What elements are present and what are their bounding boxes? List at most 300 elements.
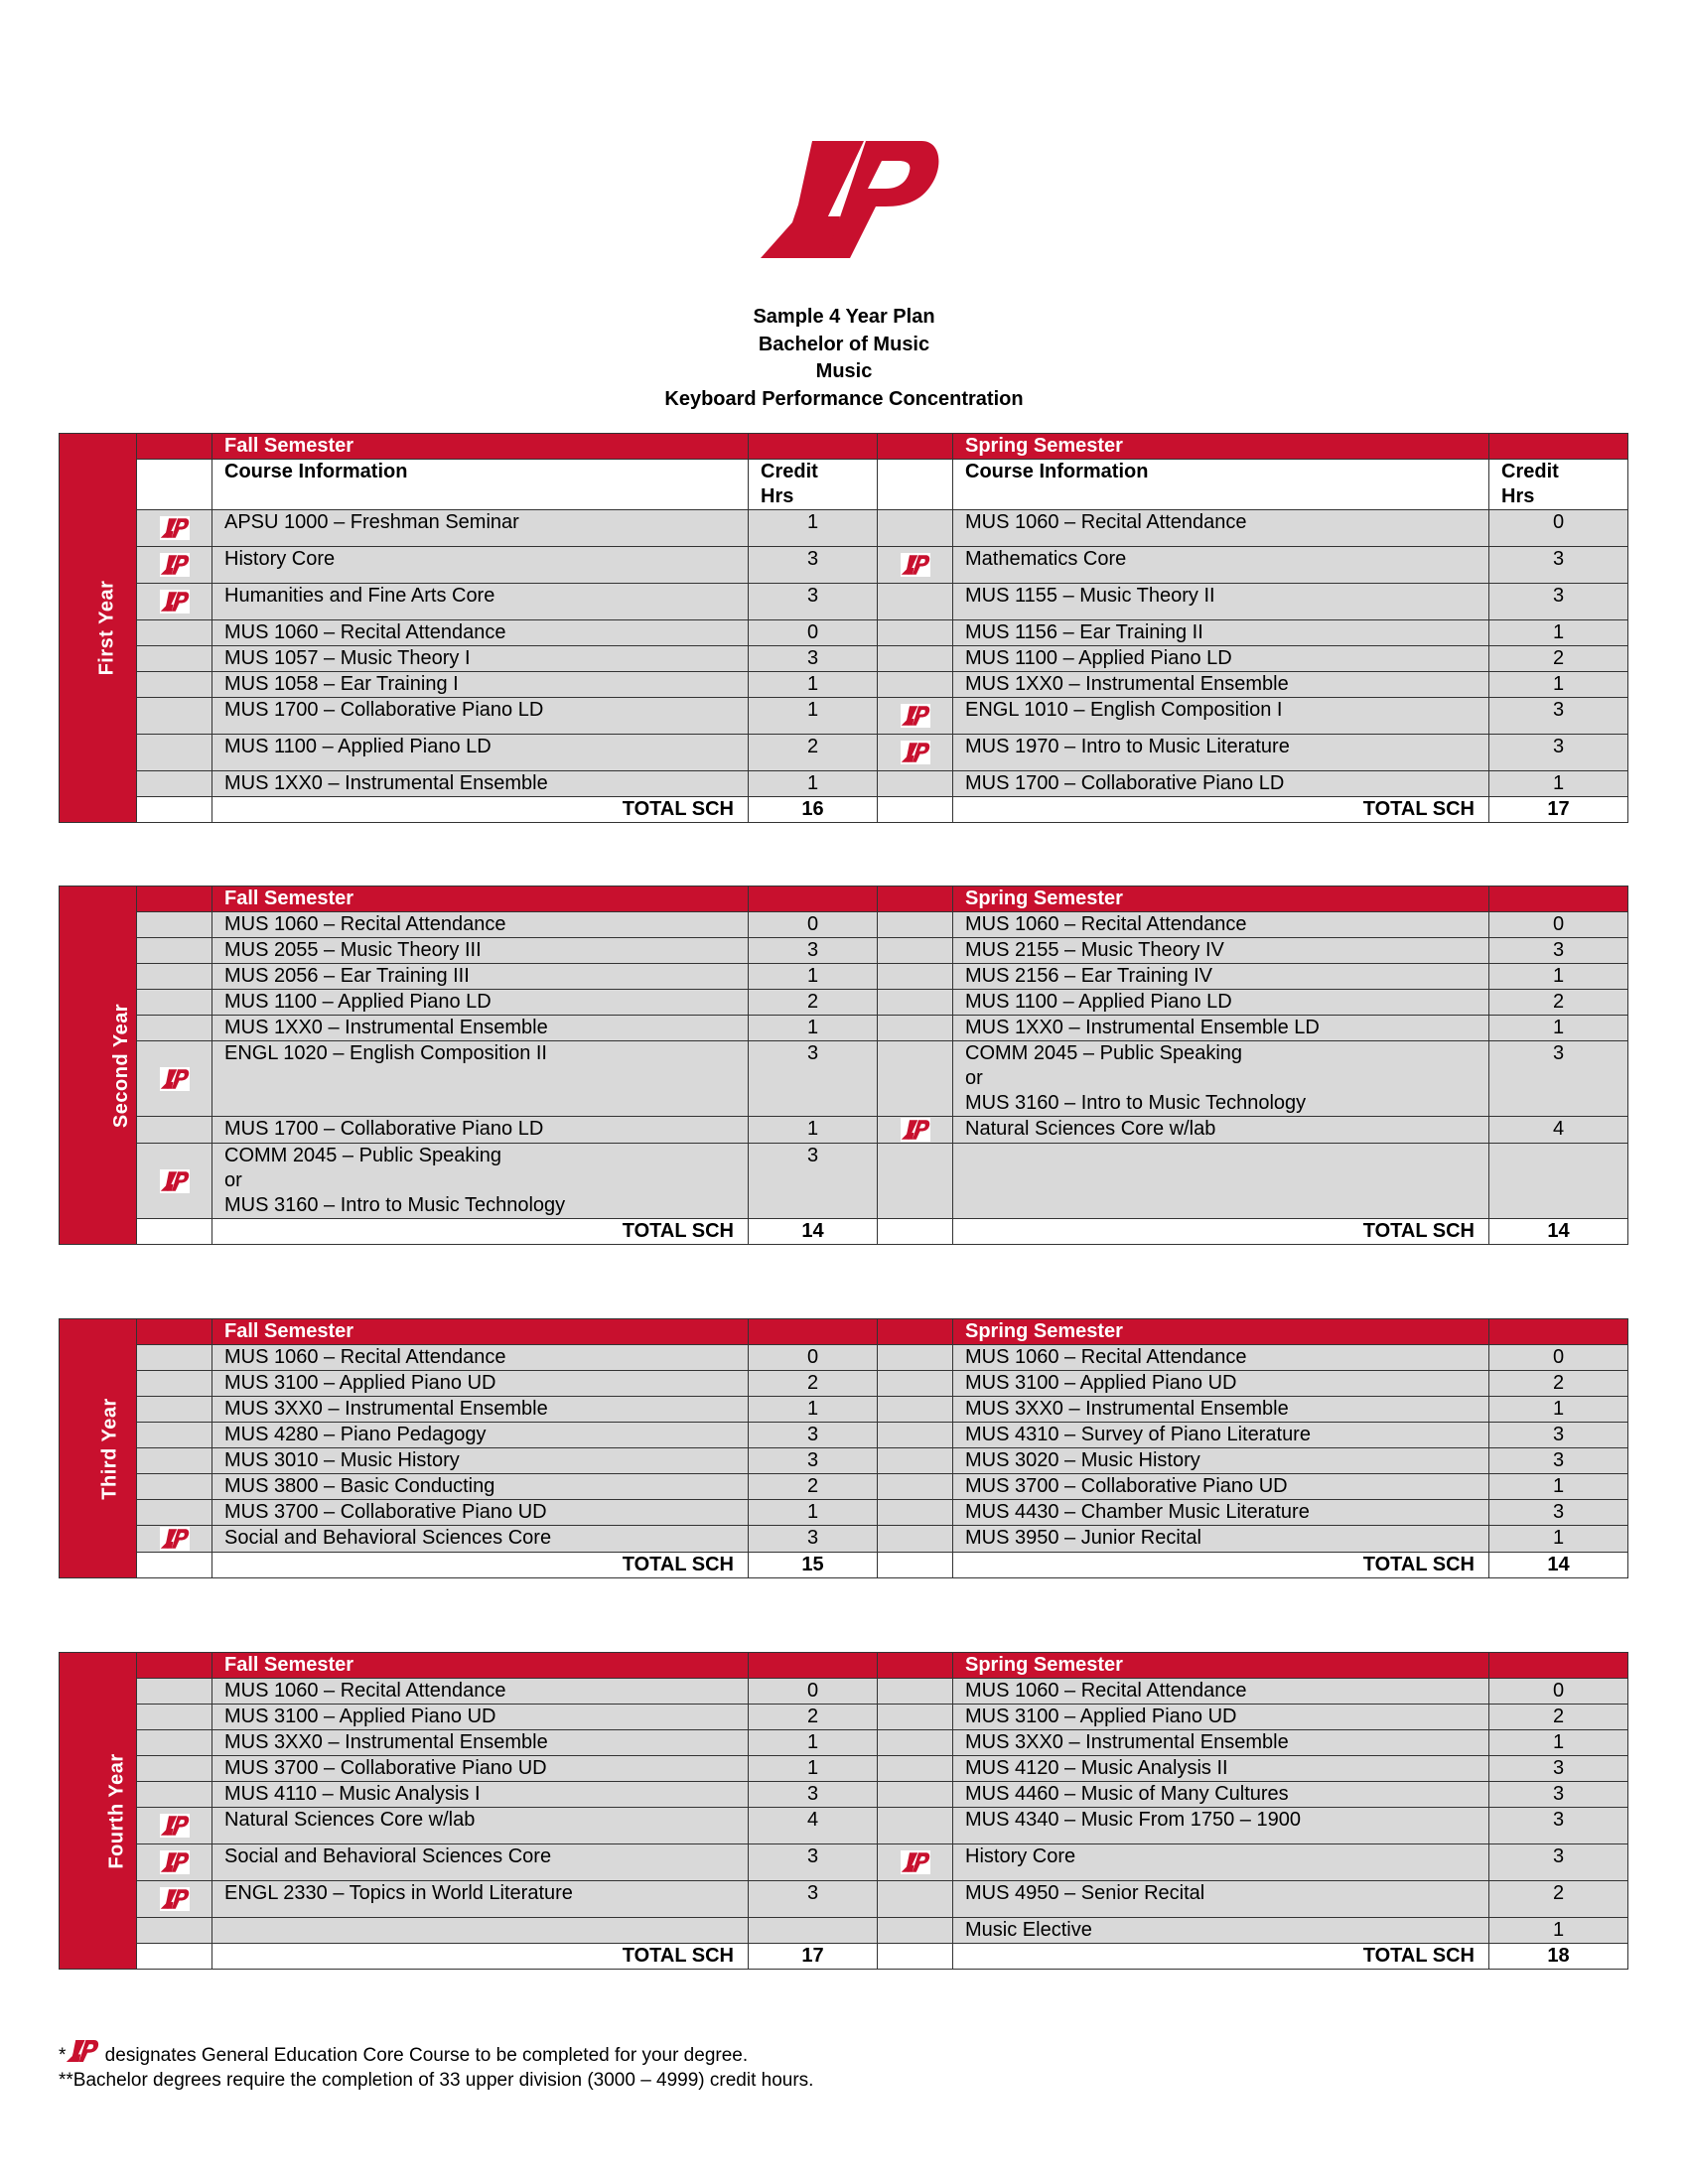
fall-course: COMM 2045 – Public Speaking or MUS 3160 – Intro to Music Technology <box>212 1144 749 1219</box>
spring-core-marker <box>878 1371 953 1397</box>
course-row <box>60 1679 1628 1705</box>
fall-total: 17 <box>749 1944 878 1970</box>
spring-credit: 3 <box>1489 1808 1628 1844</box>
fall-core-marker <box>137 1782 212 1808</box>
spring-course: MUS 4950 – Senior Recital <box>953 1881 1489 1918</box>
fall-course <box>212 1918 749 1944</box>
spring-credit: 1 <box>1489 1526 1628 1553</box>
fall-course: MUS 3010 – Music History <box>212 1448 749 1474</box>
spring-core-marker <box>878 1041 953 1117</box>
course-row <box>60 938 1628 964</box>
fall-credit: 3 <box>749 1448 878 1474</box>
spring-credit: 3 <box>1489 1756 1628 1782</box>
spring-course: MUS 3XX0 – Instrumental Ensemble <box>953 1397 1489 1423</box>
spring-credit: 1 <box>1489 964 1628 990</box>
spring-core-marker <box>878 1756 953 1782</box>
course-row <box>60 1041 1628 1117</box>
spring-course: Natural Sciences Core w/lab <box>953 1117 1489 1144</box>
fall-core-marker <box>137 1144 212 1219</box>
column-header-row <box>60 460 1628 510</box>
spring-credit: 1 <box>1489 1918 1628 1944</box>
fall-course: MUS 3700 – Collaborative Piano UD <box>212 1500 749 1526</box>
spring-course: MUS 4120 – Music Analysis II <box>953 1756 1489 1782</box>
fall-credit: 3 <box>749 646 878 672</box>
spring-course: MUS 2155 – Music Theory IV <box>953 938 1489 964</box>
course-row <box>60 698 1628 735</box>
ap-core-icon <box>901 703 930 729</box>
spring-credit: 0 <box>1489 1679 1628 1705</box>
ap-core-icon <box>901 740 930 765</box>
year-label: Third Year <box>60 1319 137 1578</box>
fall-core-marker <box>137 584 212 620</box>
total-row <box>60 1944 1628 1970</box>
ap-core-icon <box>160 1066 190 1092</box>
fall-core-marker <box>137 1397 212 1423</box>
spring-credit: 0 <box>1489 510 1628 547</box>
ap-core-icon <box>901 1117 930 1143</box>
course-row <box>60 1730 1628 1756</box>
spring-core-marker <box>878 620 953 646</box>
credit-hrs-header: Credit Hrs <box>1489 460 1628 510</box>
fall-credit: 1 <box>749 510 878 547</box>
spring-course: MUS 4310 – Survey of Piano Literature <box>953 1423 1489 1448</box>
fall-course: Social and Behavioral Sciences Core <box>212 1526 749 1553</box>
spring-course: MUS 1060 – Recital Attendance <box>953 510 1489 547</box>
spring-course: MUS 1970 – Intro to Music Literature <box>953 735 1489 771</box>
course-row <box>60 1345 1628 1371</box>
spring-core-marker <box>878 938 953 964</box>
fall-core-marker <box>137 698 212 735</box>
course-row <box>60 672 1628 698</box>
fall-course: ENGL 1020 – English Composition II <box>212 1041 749 1117</box>
spring-credit: 2 <box>1489 990 1628 1016</box>
spring-core-marker <box>878 1844 953 1881</box>
fall-credit: 1 <box>749 672 878 698</box>
spring-core-marker <box>878 1500 953 1526</box>
fall-course: MUS 1060 – Recital Attendance <box>212 620 749 646</box>
fall-total: 14 <box>749 1219 878 1245</box>
fall-course: ENGL 2330 – Topics in World Literature <box>212 1881 749 1918</box>
spring-course: MUS 3950 – Junior Recital <box>953 1526 1489 1553</box>
fall-credit: 4 <box>749 1808 878 1844</box>
fall-core-marker <box>137 1918 212 1944</box>
spring-total-label: TOTAL SCH <box>953 1944 1489 1970</box>
fall-credit: 1 <box>749 1016 878 1041</box>
course-row <box>60 964 1628 990</box>
course-row <box>60 1016 1628 1041</box>
fall-core-marker <box>137 1500 212 1526</box>
spring-credit: 3 <box>1489 1041 1628 1117</box>
spring-semester-header: Spring Semester <box>953 434 1489 460</box>
fall-credit: 1 <box>749 698 878 735</box>
fall-total-label: TOTAL SCH <box>212 1553 749 1578</box>
spring-course: MUS 4460 – Music of Many Cultures <box>953 1782 1489 1808</box>
fall-course: MUS 1XX0 – Instrumental Ensemble <box>212 771 749 797</box>
footer-note-1-text: designates General Education Core Course to be completed for your degree. <box>99 2045 749 2066</box>
year-label: First Year <box>60 434 137 823</box>
spring-credit: 3 <box>1489 938 1628 964</box>
total-row <box>60 797 1628 823</box>
ap-core-icon <box>160 589 190 614</box>
spring-course: MUS 1100 – Applied Piano LD <box>953 990 1489 1016</box>
title-line-4: Keyboard Performance Concentration <box>664 387 1024 410</box>
course-row <box>60 912 1628 938</box>
fall-core-marker <box>137 1371 212 1397</box>
fall-core-marker <box>137 1526 212 1553</box>
fall-credit: 0 <box>749 1679 878 1705</box>
course-row <box>60 1371 1628 1397</box>
course-row <box>60 1808 1628 1844</box>
footer-asterisk: * <box>59 2045 67 2066</box>
footer-notes <box>59 2037 813 2093</box>
spring-core-marker <box>878 1016 953 1041</box>
ap-logo-icon <box>755 109 943 288</box>
spring-course: MUS 3100 – Applied Piano UD <box>953 1705 1489 1730</box>
fall-core-marker <box>137 1448 212 1474</box>
fall-course: MUS 2056 – Ear Training III <box>212 964 749 990</box>
spring-semester-header: Spring Semester <box>953 887 1489 912</box>
spring-core-marker <box>878 964 953 990</box>
course-row <box>60 1526 1628 1553</box>
fall-credit: 2 <box>749 1371 878 1397</box>
fall-credit: 3 <box>749 1423 878 1448</box>
fall-credit: 3 <box>749 938 878 964</box>
fall-core-marker <box>137 547 212 584</box>
semester-header-row <box>60 887 1628 912</box>
course-info-header: Course Information <box>212 460 749 510</box>
spring-course: History Core <box>953 1844 1489 1881</box>
course-row <box>60 620 1628 646</box>
course-row <box>60 584 1628 620</box>
ap-core-icon <box>160 1526 190 1552</box>
fall-total-label: TOTAL SCH <box>212 1219 749 1245</box>
year-table-1 <box>59 433 1628 823</box>
spring-core-marker <box>878 1397 953 1423</box>
fall-core-marker <box>137 1679 212 1705</box>
fall-credit: 3 <box>749 1782 878 1808</box>
spring-core-marker <box>878 1526 953 1553</box>
spring-course: MUS 2156 – Ear Training IV <box>953 964 1489 990</box>
year-table-4 <box>59 1652 1628 1970</box>
spring-credit: 3 <box>1489 584 1628 620</box>
spring-credit: 1 <box>1489 620 1628 646</box>
fall-credit: 1 <box>749 964 878 990</box>
spring-credit: 2 <box>1489 646 1628 672</box>
spring-credit: 2 <box>1489 1371 1628 1397</box>
spring-course: COMM 2045 – Public Speaking or MUS 3160 – Intro to Music Technology <box>953 1041 1489 1117</box>
fall-core-marker <box>137 1423 212 1448</box>
spring-credit: 1 <box>1489 1730 1628 1756</box>
spring-course: MUS 1100 – Applied Piano LD <box>953 646 1489 672</box>
spring-core-marker <box>878 584 953 620</box>
spring-course: ENGL 1010 – English Composition I <box>953 698 1489 735</box>
spring-core-marker <box>878 547 953 584</box>
spring-core-marker <box>878 1730 953 1756</box>
spring-course: MUS 3020 – Music History <box>953 1448 1489 1474</box>
fall-credit: 1 <box>749 771 878 797</box>
fall-credit: 3 <box>749 1041 878 1117</box>
course-row <box>60 1881 1628 1918</box>
fall-course: MUS 1058 – Ear Training I <box>212 672 749 698</box>
fall-core-marker <box>137 1345 212 1371</box>
fall-core-marker <box>137 646 212 672</box>
spring-course: MUS 1060 – Recital Attendance <box>953 912 1489 938</box>
fall-credit: 1 <box>749 1117 878 1144</box>
spring-course: Mathematics Core <box>953 547 1489 584</box>
spring-credit: 3 <box>1489 1500 1628 1526</box>
spring-credit <box>1489 1144 1628 1219</box>
fall-credit: 3 <box>749 1144 878 1219</box>
spring-semester-header: Spring Semester <box>953 1319 1489 1345</box>
spring-course <box>953 1144 1489 1219</box>
fall-course: MUS 2055 – Music Theory III <box>212 938 749 964</box>
fall-course: History Core <box>212 547 749 584</box>
spring-core-marker <box>878 1918 953 1944</box>
spring-credit: 3 <box>1489 735 1628 771</box>
spring-credit: 4 <box>1489 1117 1628 1144</box>
spring-credit: 0 <box>1489 1345 1628 1371</box>
spring-course: MUS 1155 – Music Theory II <box>953 584 1489 620</box>
fall-course: MUS 1700 – Collaborative Piano LD <box>212 698 749 735</box>
fall-core-marker <box>137 510 212 547</box>
spring-semester-header: Spring Semester <box>953 1653 1489 1679</box>
fall-core-marker <box>137 1474 212 1500</box>
spring-credit: 2 <box>1489 1705 1628 1730</box>
fall-core-marker <box>137 672 212 698</box>
spring-course: MUS 1156 – Ear Training II <box>953 620 1489 646</box>
fall-total: 15 <box>749 1553 878 1578</box>
fall-core-marker <box>137 1844 212 1881</box>
fall-course: MUS 1100 – Applied Piano LD <box>212 990 749 1016</box>
spring-core-marker <box>878 1117 953 1144</box>
spring-core-marker <box>878 735 953 771</box>
fall-course: MUS 4110 – Music Analysis I <box>212 1782 749 1808</box>
course-row <box>60 1918 1628 1944</box>
ap-core-icon <box>901 1849 930 1875</box>
course-row <box>60 1500 1628 1526</box>
spring-total-label: TOTAL SCH <box>953 1219 1489 1245</box>
semester-header-row <box>60 1653 1628 1679</box>
fall-credit: 1 <box>749 1730 878 1756</box>
year-label: Second Year <box>60 887 137 1245</box>
fall-course: MUS 1060 – Recital Attendance <box>212 912 749 938</box>
fall-course: MUS 1700 – Collaborative Piano LD <box>212 1117 749 1144</box>
ap-core-icon <box>160 1168 190 1194</box>
spring-credit: 1 <box>1489 1016 1628 1041</box>
semester-header-row <box>60 1319 1628 1345</box>
spring-core-marker <box>878 1705 953 1730</box>
spring-core-marker <box>878 646 953 672</box>
spring-course: MUS 1700 – Collaborative Piano LD <box>953 771 1489 797</box>
fall-core-marker <box>137 1041 212 1117</box>
fall-core-marker <box>137 938 212 964</box>
spring-core-marker <box>878 1679 953 1705</box>
spring-credit: 3 <box>1489 1423 1628 1448</box>
semester-header-row <box>60 434 1628 460</box>
spring-course: MUS 4430 – Chamber Music Literature <box>953 1500 1489 1526</box>
course-row <box>60 1782 1628 1808</box>
spring-core-marker <box>878 1448 953 1474</box>
fall-credit <box>749 1918 878 1944</box>
course-row <box>60 1705 1628 1730</box>
plan-title <box>0 304 1688 413</box>
ap-core-icon <box>160 1849 190 1875</box>
fall-total-label: TOTAL SCH <box>212 1944 749 1970</box>
fall-course: MUS 3XX0 – Instrumental Ensemble <box>212 1730 749 1756</box>
spring-core-marker <box>878 1782 953 1808</box>
spring-core-marker <box>878 1881 953 1918</box>
fall-credit: 0 <box>749 1345 878 1371</box>
spring-credit: 2 <box>1489 1881 1628 1918</box>
fall-core-marker <box>137 912 212 938</box>
total-row <box>60 1219 1628 1245</box>
year-table-3 <box>59 1318 1628 1578</box>
fall-credit: 1 <box>749 1500 878 1526</box>
fall-core-marker <box>137 1117 212 1144</box>
fall-credit: 2 <box>749 1705 878 1730</box>
course-row <box>60 547 1628 584</box>
year-label: Fourth Year <box>60 1653 137 1970</box>
ap-core-icon <box>160 1886 190 1912</box>
spring-course: MUS 3XX0 – Instrumental Ensemble <box>953 1730 1489 1756</box>
ap-core-icon <box>66 2037 99 2065</box>
spring-credit: 3 <box>1489 1448 1628 1474</box>
fall-course: MUS 4280 – Piano Pedagogy <box>212 1423 749 1448</box>
ap-core-icon <box>901 552 930 578</box>
fall-semester-header: Fall Semester <box>212 434 749 460</box>
apsu-logo <box>755 109 943 288</box>
title-line-2: Bachelor of Music <box>758 333 930 355</box>
course-row <box>60 1756 1628 1782</box>
spring-course: MUS 1XX0 – Instrumental Ensemble LD <box>953 1016 1489 1041</box>
spring-total: 14 <box>1489 1553 1628 1578</box>
fall-course: MUS 1057 – Music Theory I <box>212 646 749 672</box>
course-row <box>60 735 1628 771</box>
footer-note-1 <box>59 2037 813 2068</box>
year-table-2 <box>59 886 1628 1245</box>
fall-course: MUS 3100 – Applied Piano UD <box>212 1371 749 1397</box>
spring-core-marker <box>878 1345 953 1371</box>
spring-core-marker <box>878 1423 953 1448</box>
spring-credit: 3 <box>1489 1844 1628 1881</box>
course-row <box>60 1474 1628 1500</box>
fall-credit: 3 <box>749 1526 878 1553</box>
spring-total-label: TOTAL SCH <box>953 1553 1489 1578</box>
fall-credit: 0 <box>749 620 878 646</box>
spring-core-marker <box>878 1144 953 1219</box>
total-row <box>60 1553 1628 1578</box>
title-line-1: Sample 4 Year Plan <box>753 306 935 328</box>
course-row <box>60 1448 1628 1474</box>
fall-credit: 3 <box>749 1881 878 1918</box>
spring-course: MUS 4340 – Music From 1750 – 1900 <box>953 1808 1489 1844</box>
spring-core-marker <box>878 698 953 735</box>
course-row <box>60 1423 1628 1448</box>
fall-credit: 2 <box>749 735 878 771</box>
spring-course: MUS 1060 – Recital Attendance <box>953 1345 1489 1371</box>
fall-core-marker <box>137 735 212 771</box>
fall-core-marker <box>137 620 212 646</box>
spring-core-marker <box>878 771 953 797</box>
fall-credit: 0 <box>749 912 878 938</box>
spring-credit: 1 <box>1489 771 1628 797</box>
spring-credit: 1 <box>1489 1474 1628 1500</box>
spring-total: 17 <box>1489 797 1628 823</box>
ap-core-icon <box>160 552 190 578</box>
fall-course: MUS 1XX0 – Instrumental Ensemble <box>212 1016 749 1041</box>
fall-total-label: TOTAL SCH <box>212 797 749 823</box>
fall-credit: 3 <box>749 584 878 620</box>
spring-course: MUS 1XX0 – Instrumental Ensemble <box>953 672 1489 698</box>
spring-credit: 0 <box>1489 912 1628 938</box>
fall-core-marker <box>137 964 212 990</box>
spring-core-marker <box>878 510 953 547</box>
fall-course: Natural Sciences Core w/lab <box>212 1808 749 1844</box>
fall-course: MUS 1060 – Recital Attendance <box>212 1345 749 1371</box>
fall-core-marker <box>137 990 212 1016</box>
fall-credit: 2 <box>749 990 878 1016</box>
fall-course: MUS 3100 – Applied Piano UD <box>212 1705 749 1730</box>
fall-core-marker <box>137 1705 212 1730</box>
spring-total: 18 <box>1489 1944 1628 1970</box>
spring-course: Music Elective <box>953 1918 1489 1944</box>
course-row <box>60 510 1628 547</box>
fall-course: MUS 3800 – Basic Conducting <box>212 1474 749 1500</box>
fall-semester-header: Fall Semester <box>212 1653 749 1679</box>
spring-core-marker <box>878 1808 953 1844</box>
fall-course: MUS 1100 – Applied Piano LD <box>212 735 749 771</box>
fall-core-marker <box>137 1016 212 1041</box>
spring-credit: 3 <box>1489 1782 1628 1808</box>
spring-core-marker <box>878 1474 953 1500</box>
fall-semester-header: Fall Semester <box>212 887 749 912</box>
fall-core-marker <box>137 1881 212 1918</box>
fall-credit: 3 <box>749 1844 878 1881</box>
spring-credit: 1 <box>1489 1397 1628 1423</box>
spring-credit: 1 <box>1489 672 1628 698</box>
fall-core-marker <box>137 1808 212 1844</box>
spring-course: MUS 1060 – Recital Attendance <box>953 1679 1489 1705</box>
footer-note-2: **Bachelor degrees require the completion of 33 upper division (3000 – 4999) credit hours. <box>59 2070 814 2091</box>
fall-course: MUS 1060 – Recital Attendance <box>212 1679 749 1705</box>
fall-course: Humanities and Fine Arts Core <box>212 584 749 620</box>
fall-semester-header: Fall Semester <box>212 1319 749 1345</box>
fall-course: MUS 3700 – Collaborative Piano UD <box>212 1756 749 1782</box>
spring-credit: 3 <box>1489 547 1628 584</box>
course-row <box>60 1397 1628 1423</box>
course-row <box>60 1117 1628 1144</box>
fall-credit: 3 <box>749 547 878 584</box>
spring-core-marker <box>878 912 953 938</box>
fall-core-marker <box>137 1730 212 1756</box>
course-row <box>60 1844 1628 1881</box>
spring-course: MUS 3700 – Collaborative Piano UD <box>953 1474 1489 1500</box>
fall-credit: 1 <box>749 1397 878 1423</box>
spring-course: MUS 3100 – Applied Piano UD <box>953 1371 1489 1397</box>
ap-core-icon <box>160 515 190 541</box>
credit-hrs-header: Credit Hrs <box>749 460 878 510</box>
fall-core-marker <box>137 771 212 797</box>
spring-core-marker <box>878 672 953 698</box>
fall-course: Social and Behavioral Sciences Core <box>212 1844 749 1881</box>
fall-course: APSU 1000 – Freshman Seminar <box>212 510 749 547</box>
ap-core-icon <box>160 1813 190 1839</box>
fall-credit: 1 <box>749 1756 878 1782</box>
course-info-header: Course Information <box>953 460 1489 510</box>
title-line-3: Music <box>815 360 873 382</box>
spring-total: 14 <box>1489 1219 1628 1245</box>
spring-total-label: TOTAL SCH <box>953 797 1489 823</box>
